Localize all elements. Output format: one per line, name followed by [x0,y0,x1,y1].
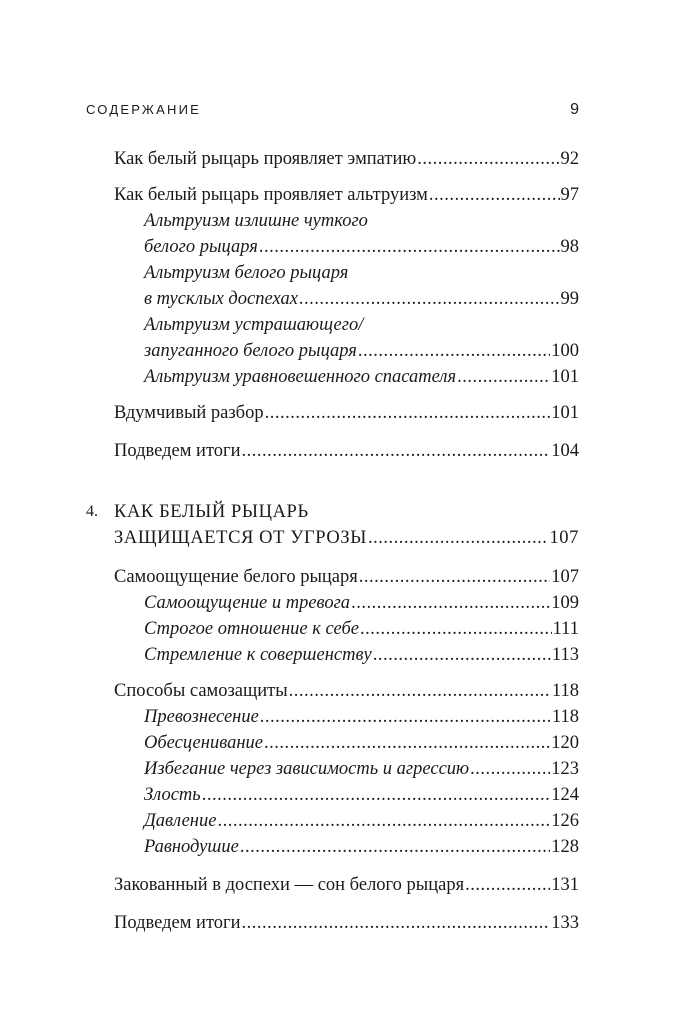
toc-entry-page: 123 [551,759,579,779]
toc-entry-page: 100 [551,341,579,361]
dot-leader [217,808,550,834]
toc-subentry[interactable] [144,590,579,616]
dot-leader [417,146,559,172]
toc-entry-title: Закованный в доспехи — сон белого рыцаря [114,875,465,895]
toc-entry-title: Подведем итоги [114,913,241,933]
dot-leader [264,730,550,756]
chapter-page: 107 [549,528,579,548]
toc-entry-page: 104 [551,441,579,461]
dot-leader [265,400,551,426]
toc-entry-title: в тусклых доспехах [144,289,298,309]
toc-entry-page: 107 [551,567,579,587]
dot-leader [368,525,549,551]
toc-subentry[interactable] [144,364,579,390]
toc-subentry[interactable] [144,834,579,860]
toc-entry-title: Подведем итоги [114,441,241,461]
dot-leader [465,872,550,898]
toc-entry-page: 97 [560,185,579,205]
toc-entry-page: 98 [560,237,579,257]
toc-entry[interactable] [114,438,579,464]
toc-entry-page: 124 [551,785,579,805]
dot-leader [240,834,550,860]
dot-leader [242,910,551,936]
toc-subentry-line: Альтруизм белого рыцаря [144,263,349,283]
toc-subentry[interactable] [144,756,579,782]
toc-entry[interactable] [114,872,579,898]
toc-entry-page: 99 [560,289,579,309]
toc-entry-page: 109 [551,593,579,613]
dot-leader [259,234,560,260]
dot-leader [470,756,550,782]
toc-subentry[interactable] [144,704,579,730]
toc-entry-title: Как белый рыцарь проявляет эмпатию [114,149,417,169]
toc-entry-page: 101 [551,403,579,423]
toc-entry-title: Способы самозащиты [114,681,288,701]
toc-entry-page: 118 [551,681,579,701]
toc-entry-page: 120 [551,733,579,753]
toc-subentry[interactable] [144,730,579,756]
page-number: 9 [570,101,579,118]
toc-entry-page: 118 [551,707,579,727]
toc-entry-page: 133 [551,913,579,933]
dot-leader [457,364,550,390]
dot-leader [351,590,550,616]
toc-entry-page: 92 [560,149,579,169]
running-head-title: СОДЕРЖАНИЕ [86,102,202,117]
chapter-title[interactable] [114,525,579,551]
chapter-title-line: ЗАЩИЩАЕТСЯ ОТ УГРОЗЫ [114,528,367,548]
toc-subentry-line: Альтруизм излишне чуткого [144,211,368,231]
toc-entry-page: 131 [551,875,579,895]
toc-entry-page: 111 [552,619,579,639]
toc-entry-title: Строгое отношение к себе [144,619,359,639]
dot-leader [202,782,551,808]
toc-entry[interactable] [114,910,579,936]
toc-subentry[interactable] [144,642,579,668]
toc-entry-page: 126 [551,811,579,831]
toc-entry-page: 113 [551,645,579,665]
dot-leader [360,616,552,642]
dot-leader [289,678,551,704]
toc-subentry[interactable] [144,616,579,642]
toc-subentry[interactable] [144,338,579,364]
dot-leader [359,564,550,590]
toc-subentry[interactable] [144,808,579,834]
toc-entry-title: Альтруизм уравновешенного спасателя [144,367,457,387]
dot-leader [242,438,551,464]
toc-subentry[interactable] [144,286,579,312]
toc-entry-title: Стремление к совершенству [144,645,372,665]
toc-entry-title: Давление [144,811,217,831]
toc-entry-page: 128 [551,837,579,857]
toc-entry-title: белого рыцаря [144,237,258,257]
toc-entry-title: Злость [144,785,201,805]
toc-entry[interactable] [114,678,579,704]
toc-entry-title: Вдумчивый разбор [114,403,264,423]
toc-entry-title: Как белый рыцарь проявляет альтруизм [114,185,428,205]
toc-entry[interactable] [114,564,579,590]
dot-leader [429,182,560,208]
toc-entry-title: Самоощущение и тревога [144,593,351,613]
toc-entry[interactable] [114,146,579,172]
chapter-number: 4. [86,503,98,520]
dot-leader [260,704,551,730]
running-head [86,101,579,121]
toc-entry[interactable] [114,400,579,426]
toc-entry-title: запуганного белого рыцаря [144,341,357,361]
toc-subentry-line: Альтруизм устрашающего/ [144,315,364,335]
dot-leader [358,338,550,364]
toc-entry-title: Превознесение [144,707,259,727]
toc-entry-page: 101 [551,367,579,387]
toc-entry-title: Равнодушие [144,837,239,857]
toc-entry[interactable] [114,182,579,208]
dot-leader [373,642,551,668]
chapter-title-line: КАК БЕЛЫЙ РЫЦАРЬ [114,502,309,522]
toc-entry-title: Обесценивание [144,733,263,753]
toc-entry-title: Самоощущение белого рыцаря [114,567,358,587]
toc-subentry[interactable] [144,234,579,260]
dot-leader [299,286,560,312]
toc-subentry[interactable] [144,782,579,808]
toc-entry-title: Избегание через зависимость и агрессию [144,759,470,779]
